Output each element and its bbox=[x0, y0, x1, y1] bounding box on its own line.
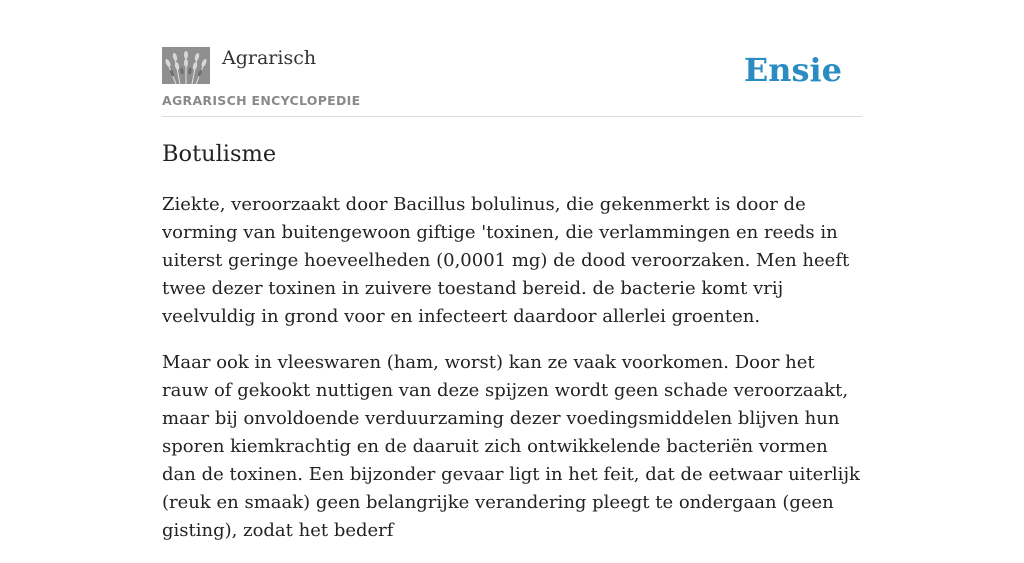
source-subtitle[interactable]: AGRARISCH ENCYCLOPEDIE bbox=[162, 93, 361, 108]
source-name[interactable]: Agrarisch bbox=[222, 47, 317, 69]
brand-logo[interactable]: Ensie bbox=[743, 51, 842, 89]
wheat-icon-graphic bbox=[162, 47, 210, 84]
article bbox=[162, 138, 864, 563]
header bbox=[162, 46, 862, 117]
wheat-icon[interactable] bbox=[162, 47, 210, 84]
article-paragraph-1: Ziekte, veroorzaakt door Bacillus bolulinus, die gekenmerkt is door de vorming van buitengewoon giftige 'toxinen, die verlammingen en reeds in uiterst geringe hoeveelheden (0,0001 mg) de dood veroorzaken. Men heeft twee dezer toxinen in zuivere toestand bereid. de bacterie komt vrij veelvuldig in grond voor en infecteert daardoor allerlei groenten. bbox=[162, 194, 850, 327]
article-paragraph-2: Maar ook in vleeswaren (ham, worst) kan ze vaak voorkomen. Door het rauw of gekookt nuttigen van deze spijzen wordt geen schade veroorzaakt, maar bij onvoldoende verduurzaming dezer voedingsmiddelen blijven hun sporen kiemkrachtig en de daaruit zich ontwikkelende bacteriën vormen dan de toxinen. Een bijzonder gevaar ligt in het feit, dat de eetwaar uiterlijk (reuk en smaak) geen belangrijke verandering pleegt te ondergaan (geen gisting), zodat het bederf bbox=[162, 352, 860, 541]
article-title: Botulisme bbox=[162, 141, 277, 167]
